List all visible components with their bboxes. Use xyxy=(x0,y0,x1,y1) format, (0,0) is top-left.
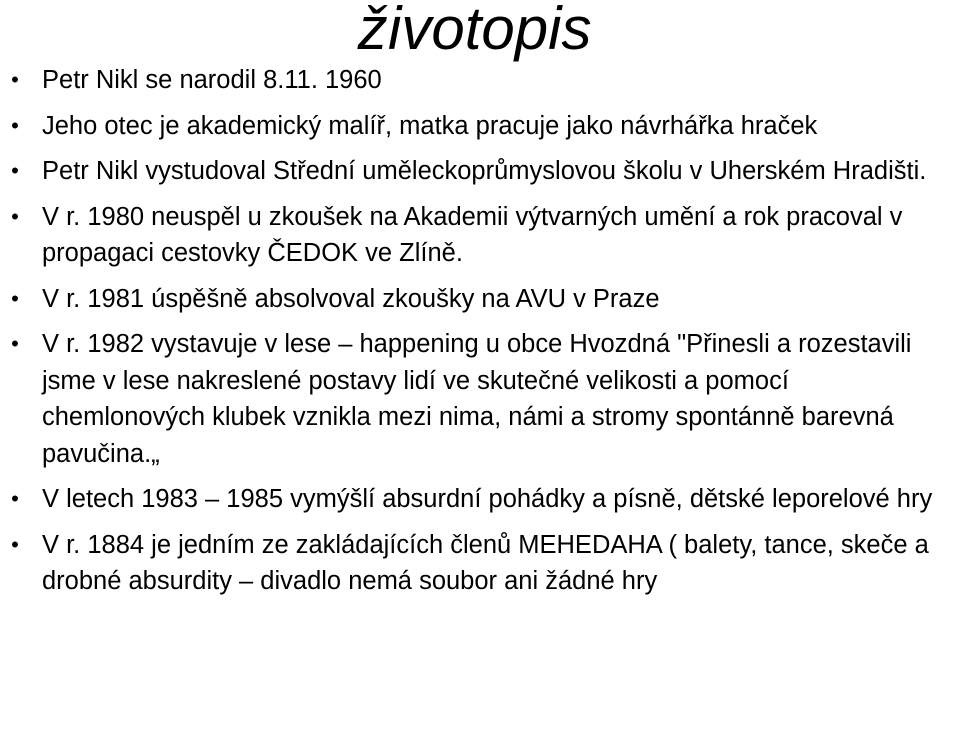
bullet-dot-icon: • xyxy=(11,67,19,92)
bullet-text: V r. 1980 neuspěl u zkoušek na Akademii výtvarných umění a rok pracoval v propagaci cestovky ČEDOK ve Zlíně. xyxy=(42,202,903,267)
bullet-dot-icon: • xyxy=(11,331,19,356)
bullet-text: V r. 1982 vystavuje v lese – happening u obce Hvozdná "Přinesli a rozestavili jsme v lese nakreslené postavy lidí ve skutečné velikosti a pomocí chemlonových klubek vznikla mezi nima, námi a stromy spontánně barevná pavučina.„ xyxy=(42,330,912,468)
bullet-item-parents xyxy=(0,108,960,145)
bullet-dot-icon: • xyxy=(11,203,19,229)
slide-title: životopis xyxy=(358,0,592,62)
bullet-list xyxy=(0,62,960,609)
bullet-text: Petr Nikl vystudoval Střední uměleckoprůmyslovou školu v Uherském Hradišti. xyxy=(42,157,927,185)
bullet-item-1983-1985 xyxy=(0,481,960,518)
bullet-item-1981 xyxy=(0,281,960,318)
bullet-dot-icon: • xyxy=(11,531,19,557)
bullet-item-1980 xyxy=(0,199,960,272)
bullet-dot-icon: • xyxy=(11,112,19,138)
bullet-text: V r. 1981 úspěšně absolvoval zkoušky na AVU v Praze xyxy=(42,284,660,313)
bullet-text: V letech 1983 – 1985 vymýšlí absurdní pohádky a písně, dětské leporelové hry xyxy=(42,485,933,513)
bullet-dot-icon: • xyxy=(11,285,19,311)
bullet-dot-icon: • xyxy=(11,486,19,511)
bullet-text: V r. 1884 je jedním ze zakládajících členů MEHEDAHA ( balety, tance, skeče a drobné absurdity – divadlo nemá soubor ani žádné hry xyxy=(42,530,929,595)
bullet-dot-icon: • xyxy=(11,158,19,183)
bullet-item-school xyxy=(0,153,960,190)
bullet-item-1982 xyxy=(0,326,960,472)
bullet-item-mehedaha xyxy=(0,527,960,600)
bullet-item-birth xyxy=(0,62,960,99)
bullet-text: Petr Nikl se narodil 8.11. 1960 xyxy=(42,66,382,94)
bullet-text: Jeho otec je akademický malíř, matka pracuje jako návrhářka hraček xyxy=(42,111,818,140)
